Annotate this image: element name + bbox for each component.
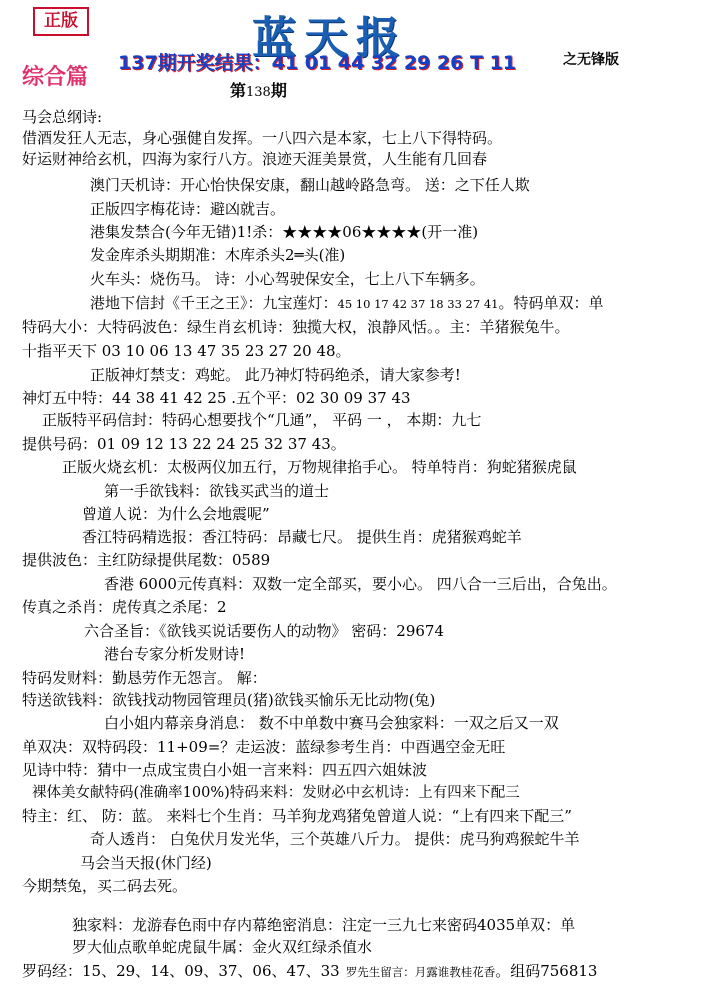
text-line-32: 奇人透肖： 白兔伏月发光华，三个英雄八斤力。 提供：虎马狗鸡猴蛇牛羊 [90,830,580,848]
text-line-10: 特码大小：大特码波色：绿生肖玄机诗：独揽大权，浪静风恬。。主：羊猪猴兔牛。 [22,318,570,336]
text-line-3: 好运财神给玄机，四海为家行八方。浪迹天涯美景赏，人生能有几回春 [22,150,488,168]
text-line-29: 见诗中特：猜中一点成宝贵白小姐一言来料：四五四六姐妹波 [22,761,428,779]
text-line-15: 提供号码：01 09 12 13 22 24 25 32 37 43。 [22,435,346,453]
issue-number: 第138期 [230,81,287,100]
text-line-8: 火车头：烧伤马。 诗：小心驾驶保安全，七上八下车辆多。 [90,270,485,288]
text-line-35: 独家料：龙游春色雨中存内幕绝密消息：注定一三九七来密码4035单双：单 [72,916,576,934]
text-line-22: 传真之杀肖：虎传真之杀尾：2 [22,598,227,616]
text-line-28: 单双决：双特码段：11+09=？走运波：蓝绿参考生肖：中酉遇空金无旺 [22,738,506,756]
text-line-25: 特码发财料：勤恳劳作无怨言。 解： [22,669,267,687]
text-line-34: 今期禁兔，买二码去死。 [22,877,188,895]
text-line-7: 发金库杀头期期准：木库杀头2═头(准) [90,246,346,264]
text-line-12: 正版神灯禁支：鸡蛇。 此乃神灯特码绝杀，请大家参考! [90,366,461,384]
text-line-31: 特主：红、 防：蓝。 来料七个生肖：马羊狗龙鸡猪兔曾道人说：“上有四来下配三” [22,807,572,825]
text-line-26: 特送欲钱料：欲钱找动物园管理员(猪)欲钱买愉乐无比动物(兔) [22,691,436,709]
text-line-36: 罗大仙点歌单蛇虎鼠牛属：金火双红绿杀值水 [72,938,373,956]
text-line-17: 第一手欲钱料：欲钱买武当的道士 [104,482,330,500]
text-line-23: 六合圣旨：《欲钱买说话要伤人的动物》 密码：29674 [84,622,444,640]
text-line-1: 马会总纲诗: [22,108,103,126]
text-line-14: 正版特平码信封：特码心想要找个“几通”， 平码 一 ， 本期：九七 [42,411,482,429]
text-line-21: 香港 6000元传真料：双数一定全部买，要小心。 四八合一三后出，合兔出。 [104,575,617,593]
newspaper-title: 蓝天报 [252,13,408,64]
text-line-5: 正版四字梅花诗：避凶就吉。 [90,200,286,218]
text-line-19: 香江特码精选报：香江特码：昂藏七尺。 提供生肖：虎猪猴鸡蛇羊 [82,528,522,546]
text-line-27: 白小姐内幕亲身消息： 数不中单数中赛马会独家料：一双之后又一双 [104,714,559,732]
text-line-37: 罗码经：15、29、14、09、37、06、47、33 罗先生留言：月露谁教桂花香。组码756813 [22,962,598,980]
text-line-16: 正版火烧玄机：太极两仪加五行，万物规律掐手心。 特单特肖：狗蛇猪猴虎鼠 [62,458,577,476]
text-line-24: 港台专家分析发财诗! [104,645,246,663]
text-line-9: 港地下信封《千王之王》：九宝莲灯：45 10 17 42 37 18 33 27 41。特码单双：单 [90,294,604,312]
text-line-30: 裸体美女献特码(准确率100%)特码来料：发财必中玄机诗：上有四来下配三 [32,785,520,801]
text-line-11: 十指平天下 03 10 06 13 47 35 23 27 20 48。 [22,342,351,360]
text-line-4: 澳门天机诗：开心怡快保安康，翻山越岭路急弯。 送：之下任人欺 [90,176,530,194]
text-line-13: 神灯五中特：44 38 41 42 25 .五个平：02 30 09 37 43 [22,389,411,407]
section-label: 综合篇 [22,64,89,90]
edition-label: 之无锋版 [563,52,619,68]
text-line-2: 借酒发狂人无志，身心强健自发挥。一八四六是本家，七上八下得特码。 [22,129,503,147]
text-line-6: 港集发禁合(今年无错)1!杀：★★★★06★★★★(开一准) [90,223,479,241]
text-line-33: 马会当天报(休门经) [80,854,212,872]
edition-badge: 正版 [33,7,89,36]
text-line-20: 提供波色：主红防绿提供尾数：0589 [22,551,271,569]
draw-result: 137期开奖结果：41 01 44 32 29 26 T 11 [118,52,517,74]
text-line-18: 曾道人说：为什么会地震呢” [82,505,270,523]
